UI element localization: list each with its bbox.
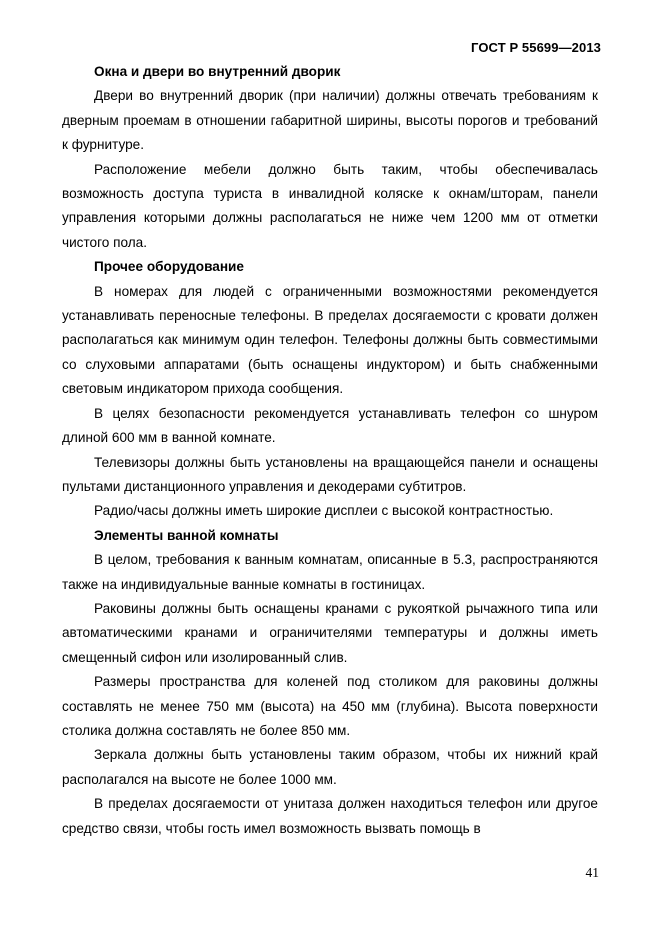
paragraph: Расположение мебели должно быть таким, чтобы обеспечивалась возможность доступа туриста в инвалидной коляске к окнам/шторам, панели управления которыми должны располагаться не ниже чем 1200 мм от отметки чистого пола. [62,161,598,250]
document-standard-header: ГОСТ Р 55699—2013 [471,40,601,55]
paragraph: В целом, требования к ванным комнатам, описанные в 5.3, распространяются также на индивидуальные ванные комнаты в гостиницах. [62,552,598,592]
page-number: 41 [585,865,599,880]
section-heading-other-equipment: Прочее оборудование [94,259,244,275]
document-body [62,60,598,841]
paragraph: Размеры пространства для коленей под столиком для раковины должны составлять не менее 750 мм (высота) на 450 мм (глубина). Высота поверхности столика должна составлять не более 850 мм. [62,674,598,738]
paragraph: В номерах для людей с ограниченными возможностями рекомендуется устанавливать переносные телефоны. В пределах досягаемости с кровати должен располагаться как минимум один телефон. Телефоны должны быть совместимыми со слуховыми аппаратами (быть оснащены индуктором) и быть снабженными световым индикатором прихода сообщения. [62,283,598,397]
paragraph: Телевизоры должны быть установлены на вращающейся панели и оснащены пультами дистанционного управления и декодерами субтитров. [62,454,598,494]
paragraph: Двери во внутренний дворик (при наличии) должны отвечать требованиям к дверным проемам в отношении габаритной ширины, высоты порогов и требований к фурнитуре. [62,88,598,153]
paragraph: В пределах досягаемости от унитаза должен находиться телефон или другое средство связи, чтобы гость имел возможность вызвать помощь в [62,796,598,836]
paragraph: Радио/часы должны иметь широкие дисплеи с высокой контрастностью. [94,503,554,519]
section-heading-windows-doors: Окна и двери во внутренний дворик [94,64,341,79]
paragraph: Зеркала должны быть установлены таким образом, чтобы их нижний край располагался на высоте не более 1000 мм. [62,747,598,787]
section-heading-bathroom-elements: Элементы ванной комнаты [94,527,279,543]
paragraph: В целях безопасности рекомендуется устанавливать телефон со шнуром длиной 600 мм в ванной комнате. [62,405,598,446]
paragraph: Раковины должны быть оснащены кранами с рукояткой рычажного типа или автоматическими кранами и ограничителями температуры и должны иметь смещенный сифон или изолированный слив. [62,600,598,665]
